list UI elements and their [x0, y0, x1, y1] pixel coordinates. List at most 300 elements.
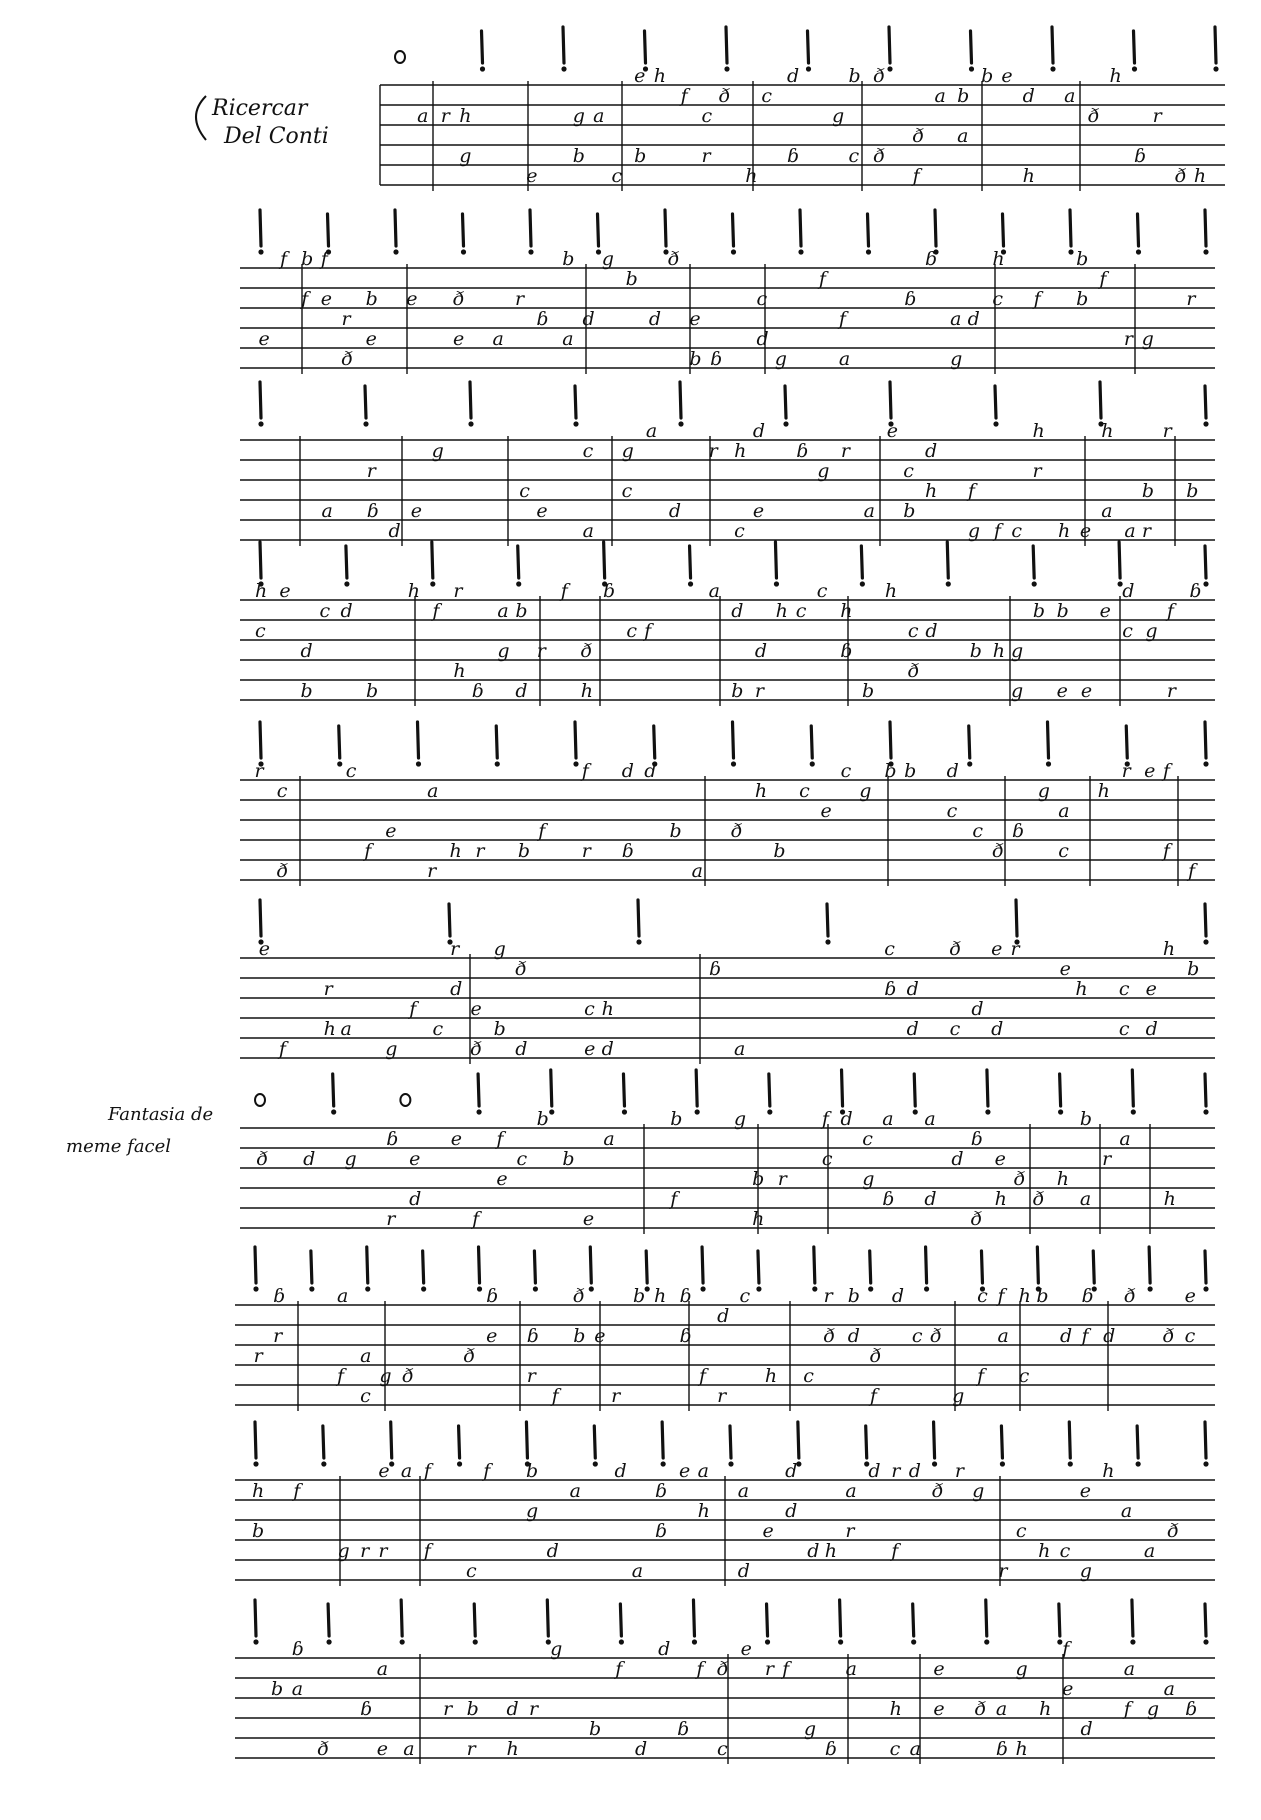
rhythm-flag-dot	[1131, 1109, 1136, 1114]
tablature-letter: c	[816, 580, 828, 602]
tablature-letter: e	[1145, 978, 1157, 1000]
rhythm-flag	[1205, 210, 1206, 246]
tablature-letter: h	[775, 600, 788, 622]
rhythm-flag	[1016, 900, 1017, 936]
rhythm-flag	[987, 1070, 988, 1106]
tablature-letter: f	[1162, 760, 1170, 782]
tablature-letter: g	[774, 348, 787, 370]
tablature-letter: ɓ	[884, 978, 897, 1000]
tablature-letter: d	[785, 1500, 798, 1522]
tablature-letter: h	[1193, 165, 1207, 187]
tablature-letter: a	[845, 1658, 857, 1680]
rhythm-flag	[913, 1604, 914, 1636]
rhythm-flag	[914, 1074, 915, 1106]
tablature-letter: ɓ	[291, 1638, 304, 1660]
rhythm-flag-dot	[389, 1461, 394, 1466]
rhythm-flag	[680, 382, 681, 418]
tablature-letter: r	[891, 1460, 901, 1482]
tablature-letter: g	[1145, 620, 1158, 642]
tablature-letter: g	[859, 780, 872, 802]
tablature-letter: b	[251, 1520, 265, 1542]
tablature-letter: r	[954, 1460, 965, 1482]
rhythm-flag-dot	[1050, 66, 1055, 71]
tablature-letter: ð	[452, 288, 465, 310]
rhythm-flag-dot	[528, 249, 533, 254]
tablature-letter: r	[701, 145, 711, 167]
tablature-letter: h	[1018, 1285, 1031, 1307]
tablature-letter: f	[869, 1385, 877, 1407]
tablature-letter: ð	[949, 938, 962, 960]
piece-two-subtitle: meme facel	[66, 1136, 172, 1157]
tablature-letter: h	[1109, 65, 1122, 87]
tablature-letter: g	[832, 105, 845, 127]
tablature-letter: ð	[256, 1148, 269, 1170]
tablature-letter: f	[581, 760, 589, 782]
tablature-letter: ɓ	[679, 1325, 692, 1347]
tablature-letter: g	[621, 440, 634, 462]
rhythm-flag-dot	[589, 1286, 594, 1291]
tablature-letter: g	[525, 1500, 539, 1522]
rhythm-flag	[645, 31, 646, 63]
rhythm-flag-dot	[1000, 1461, 1005, 1466]
rhythm-flag-dot	[887, 66, 892, 71]
rhythm-flag	[889, 27, 890, 63]
tablature-letter: f	[993, 520, 1001, 542]
tablature-letter: b	[625, 268, 638, 290]
tablature-letter: a	[1119, 1128, 1131, 1150]
rhythm-flag-dot	[619, 1639, 624, 1644]
tablature-letter: ɓ	[366, 500, 379, 522]
tablature-letter: h	[925, 480, 938, 502]
rhythm-flag-dot	[393, 249, 398, 254]
tablature-letter: e	[409, 1148, 421, 1170]
rhythm-flag-dot	[331, 1109, 336, 1114]
tablature-letter: c	[360, 1385, 371, 1407]
tablature-letter: ɓ	[787, 145, 800, 167]
tablature-letter: c	[884, 938, 895, 960]
tablature-letter: h	[992, 248, 1005, 270]
tablature-letter: b	[300, 680, 313, 702]
tablature-letter: e	[410, 500, 422, 522]
tablature-letter: h	[734, 440, 747, 462]
rhythm-flag	[1215, 27, 1216, 63]
tablature-letter: ɓ	[709, 958, 722, 980]
tablature-letter: c	[626, 620, 638, 642]
tablature-letter: r	[823, 1285, 833, 1307]
tablature-letter: f	[670, 1188, 678, 1210]
tablature-letter: f	[364, 840, 372, 862]
tablature-letter: c	[911, 1325, 923, 1347]
rhythm-flag	[1060, 1074, 1061, 1106]
rhythm-flag-dot	[253, 1461, 258, 1466]
tablature-letter: g	[972, 1480, 985, 1502]
tablature-letter: ð	[317, 1738, 330, 1760]
tablature-letter: c	[889, 1738, 901, 1760]
tablature-letter: c	[903, 460, 914, 482]
tablature-letter: a	[291, 1678, 304, 1700]
rhythm-flag	[811, 726, 812, 758]
rhythm-flag	[842, 1070, 843, 1106]
tablature-letter: c	[1059, 1540, 1071, 1562]
tablature-letter: b	[515, 600, 528, 622]
rhythm-flag-dot	[932, 1461, 937, 1466]
rhythm-flag-dot	[984, 1639, 989, 1644]
tablature-letter: f	[279, 248, 287, 270]
tablature-letter: d	[1145, 1018, 1158, 1040]
tablature-letter: r	[1152, 105, 1162, 127]
rhythm-flag	[328, 214, 329, 246]
rhythm-flag	[730, 1426, 731, 1458]
tablature-letter: b	[562, 1148, 575, 1170]
rhythm-flag	[474, 1604, 475, 1636]
rhythm-flag	[1149, 1247, 1150, 1283]
rhythm-flag-dot	[767, 1109, 772, 1114]
tablature-letter: a	[492, 328, 504, 350]
rhythm-flag	[479, 1247, 480, 1283]
tablature-letter: r	[845, 1520, 855, 1542]
rhythm-flag-dot	[774, 581, 779, 586]
tablature-letter: ð	[463, 1345, 476, 1367]
rhythm-flag	[1132, 1600, 1133, 1636]
tablature-letter: h	[449, 840, 462, 862]
rhythm-flag-dot	[728, 1461, 733, 1466]
rhythm-flag	[665, 210, 666, 246]
tablature-letter: h	[745, 165, 758, 187]
tablature-letter: a	[497, 600, 509, 622]
tablature-letter: r	[528, 1698, 539, 1720]
tablature-letter: h	[601, 998, 614, 1020]
rhythm-flag	[866, 1426, 867, 1458]
tablature-letter: r	[1166, 680, 1176, 702]
tablature-letter: e	[762, 1520, 774, 1542]
rhythm-flag	[1003, 214, 1004, 246]
tablature-letter: d	[648, 308, 661, 330]
rhythm-flag	[547, 1600, 548, 1636]
rhythm-flag-dot	[946, 581, 951, 586]
tablature-letter: b	[632, 1285, 646, 1307]
rhythm-flag	[733, 214, 734, 246]
tablature-letter: r	[386, 1208, 396, 1230]
title-bracket	[196, 96, 206, 140]
tablature-letter: ð	[869, 1345, 882, 1367]
rhythm-flag	[981, 1251, 982, 1283]
tablature-letter: h	[1057, 520, 1071, 542]
tablature-letter: e	[1079, 1480, 1091, 1502]
tablature-letter: a	[1101, 500, 1113, 522]
tablature-letter: g	[1037, 780, 1050, 802]
rhythm-flag	[594, 1426, 595, 1458]
tablature-letter: d	[785, 1460, 798, 1482]
tablature-letter: h	[1022, 165, 1035, 187]
tablature-letter: c	[1058, 840, 1069, 862]
tablature-letter: e	[450, 1128, 463, 1150]
tablature-letter: ð	[276, 860, 289, 882]
tablature-letter: c	[319, 600, 331, 622]
tablature-letter: h	[254, 580, 268, 602]
tablature-letter: d	[946, 760, 959, 782]
tablature-letter: c	[907, 620, 919, 642]
tablature-letter: ð	[515, 958, 527, 980]
rhythm-flag-dot	[1136, 249, 1141, 254]
rhythm-flag	[726, 27, 727, 63]
tablature-letter: g	[952, 1385, 965, 1407]
tablature-letter: a	[1143, 1540, 1156, 1562]
rhythm-flag	[861, 546, 862, 578]
rhythm-flag-dot	[924, 1286, 929, 1291]
tablature-letter: e	[452, 328, 465, 350]
tablature-letter: g	[459, 145, 472, 167]
tablature-letter: d	[787, 65, 800, 87]
rhythm-flag	[1205, 1422, 1206, 1458]
rhythm-flag	[1132, 1070, 1133, 1106]
tablature-letter: c	[465, 1560, 477, 1582]
tablature-letter: c	[701, 105, 713, 127]
tablature-letter: f	[278, 1038, 286, 1060]
tablature-letter: ð	[970, 1208, 983, 1230]
tablature-letter: g	[572, 105, 585, 127]
rhythm-flag	[1001, 1426, 1002, 1458]
rhythm-flag	[1126, 726, 1127, 758]
rhythm-flag-whole	[400, 1094, 410, 1106]
rhythm-flag	[1137, 1426, 1138, 1458]
rhythm-flag	[693, 1600, 694, 1636]
tablature-letter: c	[584, 998, 595, 1020]
tablature-letter: g	[497, 640, 510, 662]
tablature-letter: a	[934, 85, 946, 107]
tablature-letter: ɓ	[386, 1128, 399, 1150]
tablature-letter: d	[450, 978, 463, 1000]
tablature-letter: b	[301, 248, 314, 270]
tablature-letter: c	[734, 520, 745, 542]
tablature-letter: a	[1124, 520, 1136, 542]
tablature-letter: h	[1015, 1738, 1028, 1760]
rhythm-flag	[769, 1074, 770, 1106]
rhythm-flag-dot	[1203, 939, 1208, 944]
tablature-letter: g	[1141, 328, 1154, 350]
tablature-letter: d	[303, 1148, 316, 1170]
rhythm-flag	[1037, 1247, 1038, 1283]
tablature-letter: d	[807, 1540, 820, 1562]
rhythm-flag	[260, 900, 261, 936]
rhythm-flag	[401, 1600, 402, 1636]
rhythm-flag	[1052, 27, 1053, 63]
tablature-letter: f	[409, 998, 417, 1020]
tablature-letter: f	[821, 1108, 829, 1130]
tablature-letter: r	[1141, 520, 1151, 542]
tablature-letter: b	[670, 1108, 683, 1130]
tablature-letter: ɓ	[536, 308, 549, 330]
rhythm-flag-dot	[806, 66, 811, 71]
tablature-letter: b	[1076, 248, 1089, 270]
rhythm-flag-dot	[421, 1286, 426, 1291]
tablature-letter: b	[572, 145, 585, 167]
rhythm-flag	[365, 386, 366, 418]
tablature-letter: ɓ	[360, 1698, 373, 1720]
rhythm-flag	[926, 1247, 927, 1283]
rhythm-flag	[260, 382, 261, 418]
rhythm-flag	[333, 1074, 334, 1106]
tablature-letter: a	[924, 1108, 936, 1130]
tablature-letter: b	[271, 1678, 284, 1700]
tablature-letter: ɓ	[840, 640, 853, 662]
rhythm-flag-dot	[365, 1286, 370, 1291]
tablature-letter: d	[300, 640, 313, 662]
tablature-letter: h	[1075, 978, 1088, 1000]
rhythm-flag-dot	[253, 1639, 258, 1644]
tablature-letter: d	[924, 1188, 937, 1210]
tablature-letter: a	[995, 1698, 1008, 1720]
tablature-letter: ð	[1032, 1188, 1045, 1210]
rhythm-flag-whole	[255, 1094, 265, 1106]
tablature-letter: b	[634, 145, 647, 167]
tablature-letter: ð	[873, 65, 886, 87]
tablature-letter: b	[1056, 600, 1069, 622]
rhythm-flag	[418, 722, 419, 758]
tablature-letter: h	[1162, 938, 1176, 960]
tablature-letter: e	[258, 328, 270, 350]
tablature-letter: r	[360, 1540, 370, 1562]
tablature-letter: a	[403, 1738, 415, 1760]
tablature-letter: b	[969, 640, 982, 662]
tablature-letter: f	[423, 1460, 431, 1482]
rhythm-flag-dot	[416, 761, 421, 766]
rhythm-flag-dot	[756, 1286, 761, 1291]
tablature-letter: a	[838, 348, 851, 370]
tablature-letter: d	[506, 1698, 519, 1720]
rhythm-flag	[1205, 1074, 1206, 1106]
tablature-letter: e	[526, 165, 538, 187]
rhythm-flag-dot	[866, 249, 871, 254]
tablature-letter: g	[601, 248, 614, 270]
tablature-letter: r	[526, 1365, 536, 1387]
rhythm-flag	[255, 1247, 256, 1283]
tablature-letter: c	[1122, 620, 1133, 642]
rhythm-flag	[758, 1251, 759, 1283]
tablature-letter: g	[1146, 1698, 1160, 1720]
tablature-letter: d	[1060, 1325, 1073, 1347]
tablature-letter: r	[777, 1168, 787, 1190]
tablature-letter: c	[717, 1738, 728, 1760]
tablature-letter: b	[1079, 1108, 1093, 1130]
tablature-letter: b	[731, 680, 744, 702]
rhythm-flag-dot	[645, 1286, 650, 1291]
rhythm-flag-dot	[731, 761, 736, 766]
tablature-letter: h	[824, 1540, 837, 1562]
tablature-letter: a	[340, 1018, 352, 1040]
tablature-letter: d	[621, 760, 634, 782]
tablature-letter: ð	[907, 660, 920, 682]
tablature-letter: c	[972, 820, 984, 842]
rhythm-flag-dot	[724, 66, 729, 71]
rhythm-flag-dot	[661, 1461, 666, 1466]
tablature-letter: a	[708, 580, 720, 602]
tablature-letter: b	[848, 65, 861, 87]
tablature-letter: c	[1118, 978, 1130, 1000]
tablature-letter: h	[884, 580, 898, 602]
tablature-letter: c	[862, 1128, 873, 1150]
tablature-letter: g	[431, 440, 444, 462]
tablature-letter: e	[740, 1638, 752, 1660]
tablature-letter: d	[840, 1108, 853, 1130]
rhythm-flag	[1205, 1251, 1206, 1283]
tablature-letter: h	[754, 780, 768, 802]
tablature-letter: ð	[1013, 1168, 1026, 1190]
rhythm-flag-dot	[321, 1461, 326, 1466]
tablature-letter: g	[1011, 680, 1024, 702]
rhythm-flag	[255, 1422, 256, 1458]
tablature-letter: b	[847, 1285, 860, 1307]
tablature-letter: f	[1062, 1638, 1070, 1660]
tablature-letter: d	[635, 1738, 648, 1760]
tablature-letter: d	[340, 600, 353, 622]
rhythm-flag	[620, 1604, 621, 1636]
rhythm-flag	[995, 386, 996, 418]
rhythm-flag-dot	[480, 66, 485, 71]
rhythm-flag-dot	[911, 1639, 916, 1644]
tablature-letter: g	[337, 1540, 350, 1562]
tablature-letter: r	[273, 1325, 283, 1347]
tablature-letter: g	[967, 520, 980, 542]
rhythm-flag	[935, 210, 936, 246]
tablature-letter: d	[731, 600, 744, 622]
rhythm-flag	[1205, 904, 1206, 936]
tablature-letter: ð	[730, 820, 743, 842]
rhythm-flag-dot	[1132, 66, 1137, 71]
tablature-letter: r	[1162, 420, 1172, 442]
rhythm-flag	[785, 386, 786, 418]
tablature-letter: g	[862, 1168, 875, 1190]
tablature-letter: a	[336, 1285, 349, 1307]
tablature-letter: d	[908, 1460, 921, 1482]
tablature-letter: c	[949, 1018, 961, 1040]
rhythm-flag-dot	[993, 421, 998, 426]
tablature-letter: b	[669, 820, 682, 842]
rhythm-flag	[1069, 1422, 1070, 1458]
tablature-letter: d	[582, 308, 595, 330]
tablature-letter: d	[971, 998, 984, 1020]
tablature-letter: h	[1039, 1698, 1052, 1720]
tablature-letter: c	[1118, 1018, 1130, 1040]
tablature-letter: f	[997, 1285, 1005, 1307]
rhythm-flag-dot	[1203, 1286, 1208, 1291]
tablature-letter: c	[739, 1285, 751, 1307]
tablature-letter: a	[376, 1658, 389, 1680]
rhythm-flag	[391, 1422, 392, 1458]
rhythm-flag	[575, 722, 576, 758]
tablature-letter: c	[519, 480, 530, 502]
rhythm-flag-dot	[913, 1109, 918, 1114]
tablature-letter: f	[1033, 288, 1041, 310]
rhythm-flag-whole	[395, 51, 405, 63]
tablature-letter: c	[1184, 1325, 1196, 1347]
tablature-letter: r	[440, 105, 450, 127]
tablature-letter: d	[925, 620, 938, 642]
rhythm-flag	[311, 1251, 312, 1283]
tablature-letter: ɓ	[486, 1285, 499, 1307]
tablature-letter: d	[515, 1038, 528, 1060]
rhythm-flag-dot	[1046, 761, 1051, 766]
rhythm-flag	[590, 1247, 591, 1283]
tablature-letter: d	[754, 640, 768, 662]
rhythm-flag	[260, 210, 261, 246]
rhythm-flag	[827, 904, 828, 936]
rhythm-flag-dot	[258, 421, 263, 426]
rhythm-flag-dot	[326, 1639, 331, 1644]
tablature-letter: h	[453, 660, 466, 682]
tablature-letter: h	[1163, 1188, 1176, 1210]
rhythm-flag-dot	[1203, 1109, 1208, 1114]
tablature-letter: ð	[823, 1325, 836, 1347]
